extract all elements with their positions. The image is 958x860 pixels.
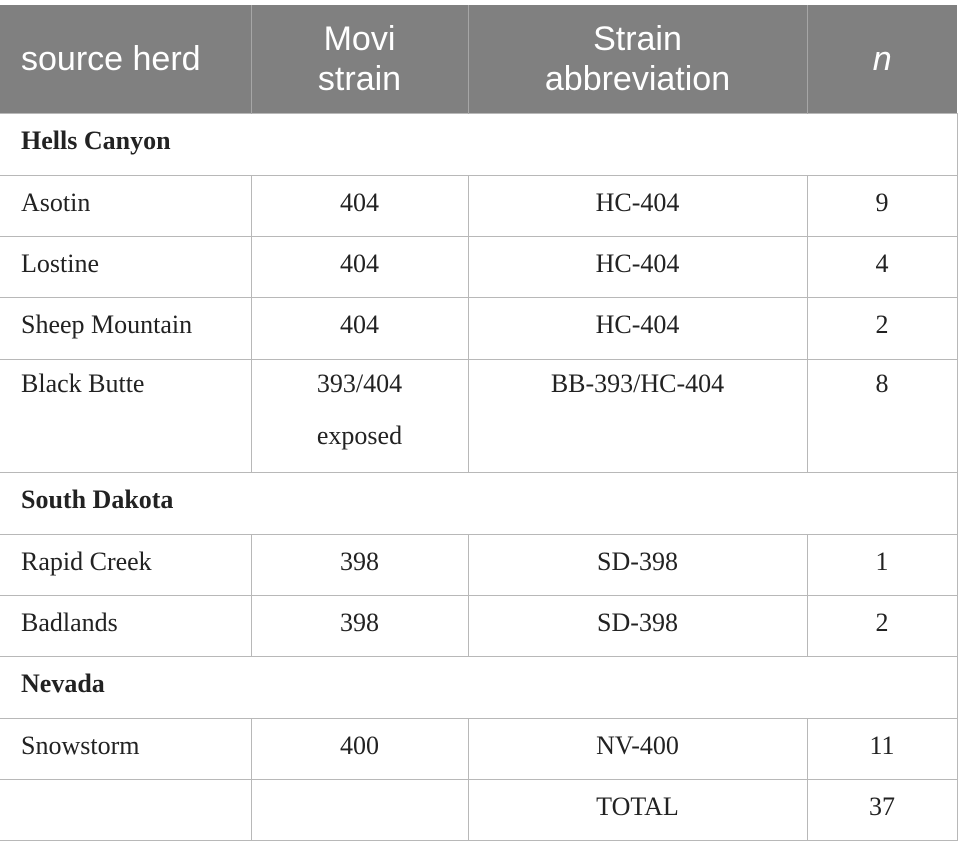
cell-n: 4 <box>807 236 957 297</box>
cell-herd: Sheep Mountain <box>0 297 251 359</box>
cell-n: 9 <box>807 175 957 236</box>
cell-strain <box>251 359 468 472</box>
cell-abbreviation: HC-404 <box>468 236 807 297</box>
cell-herd: Snowstorm <box>0 718 251 779</box>
cell-strain: 398 <box>251 595 468 656</box>
cell-n: 11 <box>807 718 957 779</box>
header-row <box>0 5 957 113</box>
cell-herd: Badlands <box>0 595 251 656</box>
cell-total-label: TOTAL <box>468 779 807 840</box>
cell-n: 1 <box>807 534 957 595</box>
header-source-herd: source herd <box>0 5 251 113</box>
cell-abbreviation: SD-398 <box>468 534 807 595</box>
group-label-nevada: Nevada <box>0 656 957 718</box>
cell-n: 2 <box>807 595 957 656</box>
table-row-lostine <box>0 236 957 297</box>
cell-abbreviation: BB-393/HC-404 <box>468 359 807 472</box>
group-row-hells-canyon <box>0 113 957 175</box>
cell-herd: Asotin <box>0 175 251 236</box>
table-row-snowstorm <box>0 718 957 779</box>
cell-strain: 404 <box>251 175 468 236</box>
cell-n: 2 <box>807 297 957 359</box>
cell-herd: Black Butte <box>0 359 251 472</box>
cell-abbreviation: HC-404 <box>468 175 807 236</box>
table-row-sheep-mountain <box>0 297 957 359</box>
header-n: n <box>807 5 957 113</box>
cell-abbreviation: HC-404 <box>468 297 807 359</box>
header-movi-strain <box>251 5 468 113</box>
cell-abbreviation: SD-398 <box>468 595 807 656</box>
strain-table <box>0 5 958 841</box>
header-movi-strain-line2: strain <box>317 59 402 98</box>
group-label-south-dakota: South Dakota <box>0 472 957 534</box>
cell-herd: Rapid Creek <box>0 534 251 595</box>
cell-herd-empty <box>0 779 251 840</box>
cell-strain: 404 <box>251 297 468 359</box>
header-strain-abbreviation-line1: Strain <box>593 19 682 58</box>
cell-strain-line2: exposed <box>316 420 403 450</box>
table-row-rapid-creek <box>0 534 957 595</box>
group-label-hells-canyon: Hells Canyon <box>0 113 957 175</box>
cell-total-n: 37 <box>807 779 957 840</box>
cell-strain-empty <box>251 779 468 840</box>
cell-abbreviation: NV-400 <box>468 718 807 779</box>
header-movi-strain-line1: Movi <box>323 19 396 58</box>
header-strain-abbreviation <box>468 5 807 113</box>
cell-strain: 400 <box>251 718 468 779</box>
header-strain-abbreviation-line2: abbreviation <box>544 59 731 98</box>
cell-strain: 398 <box>251 534 468 595</box>
table-row-total <box>0 779 957 840</box>
cell-strain-line1: 393/404 <box>316 368 403 398</box>
group-row-south-dakota <box>0 472 957 534</box>
cell-strain: 404 <box>251 236 468 297</box>
table-row-black-butte <box>0 359 957 472</box>
group-row-nevada <box>0 656 957 718</box>
cell-n: 8 <box>807 359 957 472</box>
cell-herd: Lostine <box>0 236 251 297</box>
table-row-asotin <box>0 175 957 236</box>
table-row-badlands <box>0 595 957 656</box>
